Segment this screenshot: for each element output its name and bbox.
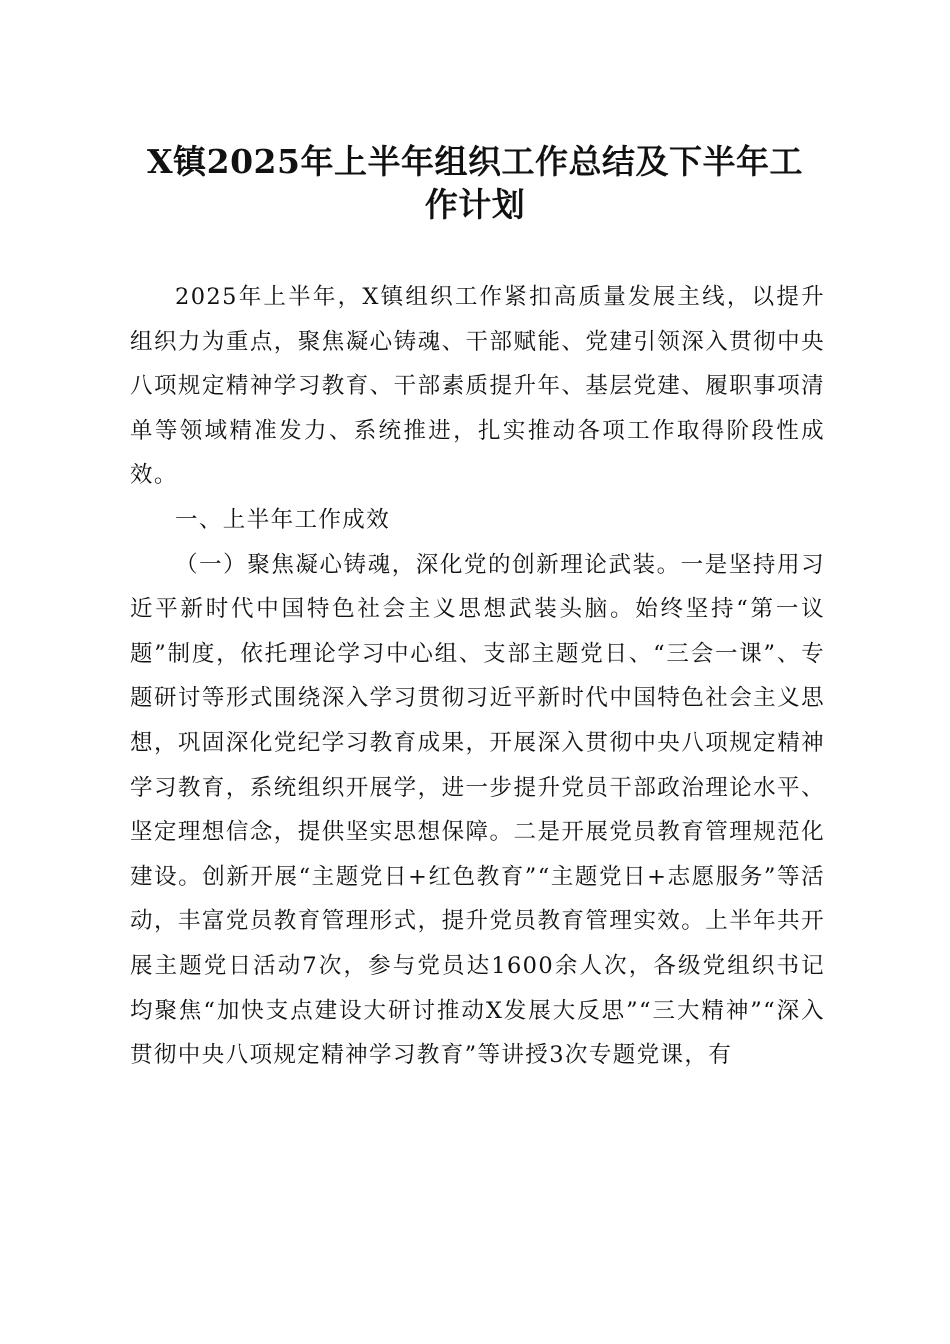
title-line-2: 作计划 <box>424 185 526 224</box>
document-body <box>130 275 825 1078</box>
section-heading: 一、上半年工作成效 <box>175 506 391 533</box>
title-line-1: X镇2025年上半年组织工作总结及下半年工 <box>147 142 803 181</box>
document-title <box>120 140 830 226</box>
intro-paragraph: 2025年上半年，X镇组织工作紧扣高质量发展主线，以提升组织力为重点，聚焦凝心铸魂、干部赋能、党建引领深入贯彻中央八项规定精神学习教育、干部素质提升年、基层党建、履职事项清单等领域精准发力、系统推进，扎实推动各项工作取得阶段性成效。 <box>130 284 825 489</box>
subsection-paragraph: （一）聚焦凝心铸魂，深化党的创新理论武装。一是坚持用习近平新时代中国特色社会主义思想武装头脑。始终坚持“第一议题”制度，依托理论学习中心组、支部主题党日、“三会一课”、专题研讨等形式围绕深入学习贯彻习近平新时代中国特色社会主义思想，巩固深化党纪学习教育成果，开展深入贯彻中央八项规定精神学习教育，系统组织开展学，进一步提升党员干部政治理论水平、坚定理想信念，提供坚实思想保障。二是开展党员教育管理规范化建设。创新开展“主题党日+红色教育”“主题党日+志愿服务”等活动，丰富党员教育管理形式，提升党员教育管理实效。上半年共开展主题党日活动7次，参与党员达1600余人次，各级党组织书记均聚焦“加快支点建设大研讨推动X发展大反思”“三大精神”“深入贯彻中央八项规定精神学习教育”等讲授3次专题党课，有 <box>130 551 825 1069</box>
